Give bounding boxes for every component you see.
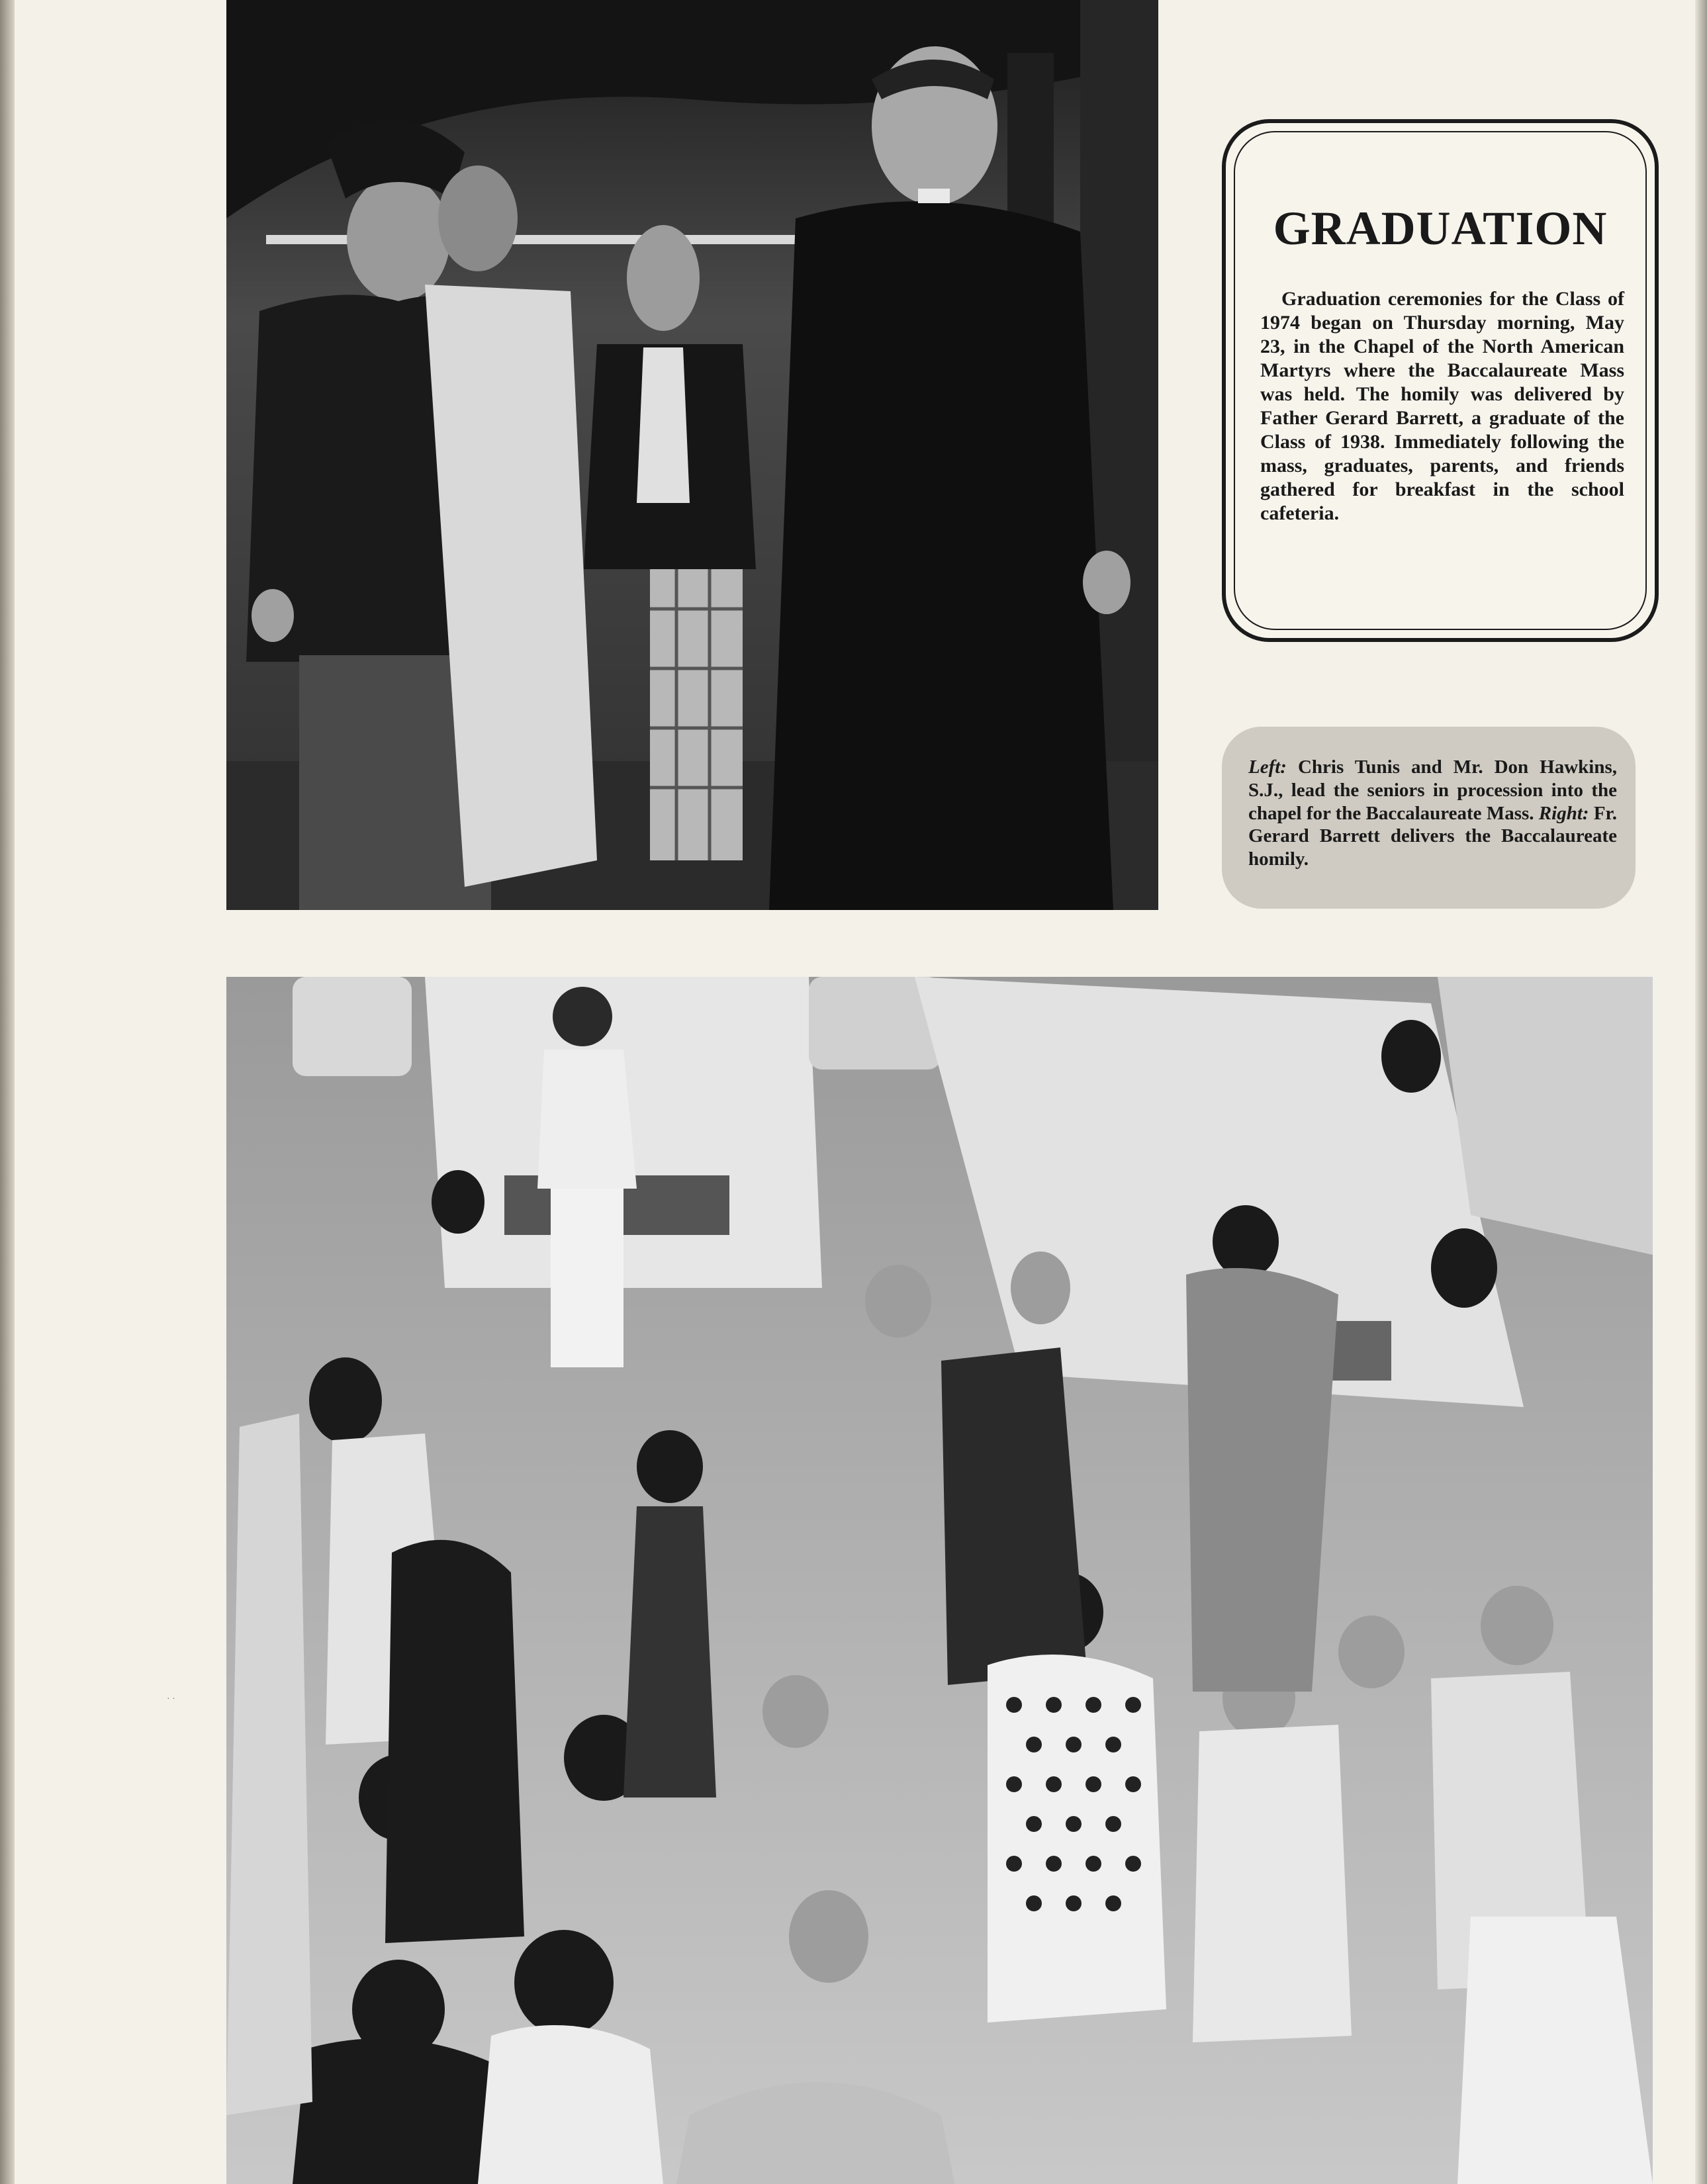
page-title: GRADUATION (1273, 202, 1608, 255)
graduation-title-box (1222, 119, 1659, 642)
photo-caption (1222, 727, 1636, 909)
stray-dots: · · (167, 1694, 175, 1704)
caption-left-text: Chris Tunis and Mr. Don Hawkins, S.J., lead the seniors in procession into the chapel for the Baccalaureate Mass. (1248, 756, 1617, 824)
graduation-body-text: Graduation ceremonies for the Class of 1974 began on Thursday morning, May 23, in the Chapel of the North American Martyrs where the Baccalaureate Mass was held. The homily was delivered by Father Gerard Barrett, a graduate of the Class of 1938. Immediately following the mass, graduates, parents, and friends gathered for breakfast in the school cafeteria. (1260, 288, 1624, 524)
caption-left-label: Left: (1248, 756, 1287, 778)
caption-right-text: Fr. Gerard Barrett delivers the Baccalaureate homily. (1248, 802, 1617, 870)
page-right-edge (1695, 0, 1707, 2184)
page-binding-edge (0, 0, 15, 2184)
crowd-photo (226, 977, 1653, 2184)
caption-right-label: Right: (1538, 802, 1589, 824)
procession-photo (226, 0, 1158, 910)
